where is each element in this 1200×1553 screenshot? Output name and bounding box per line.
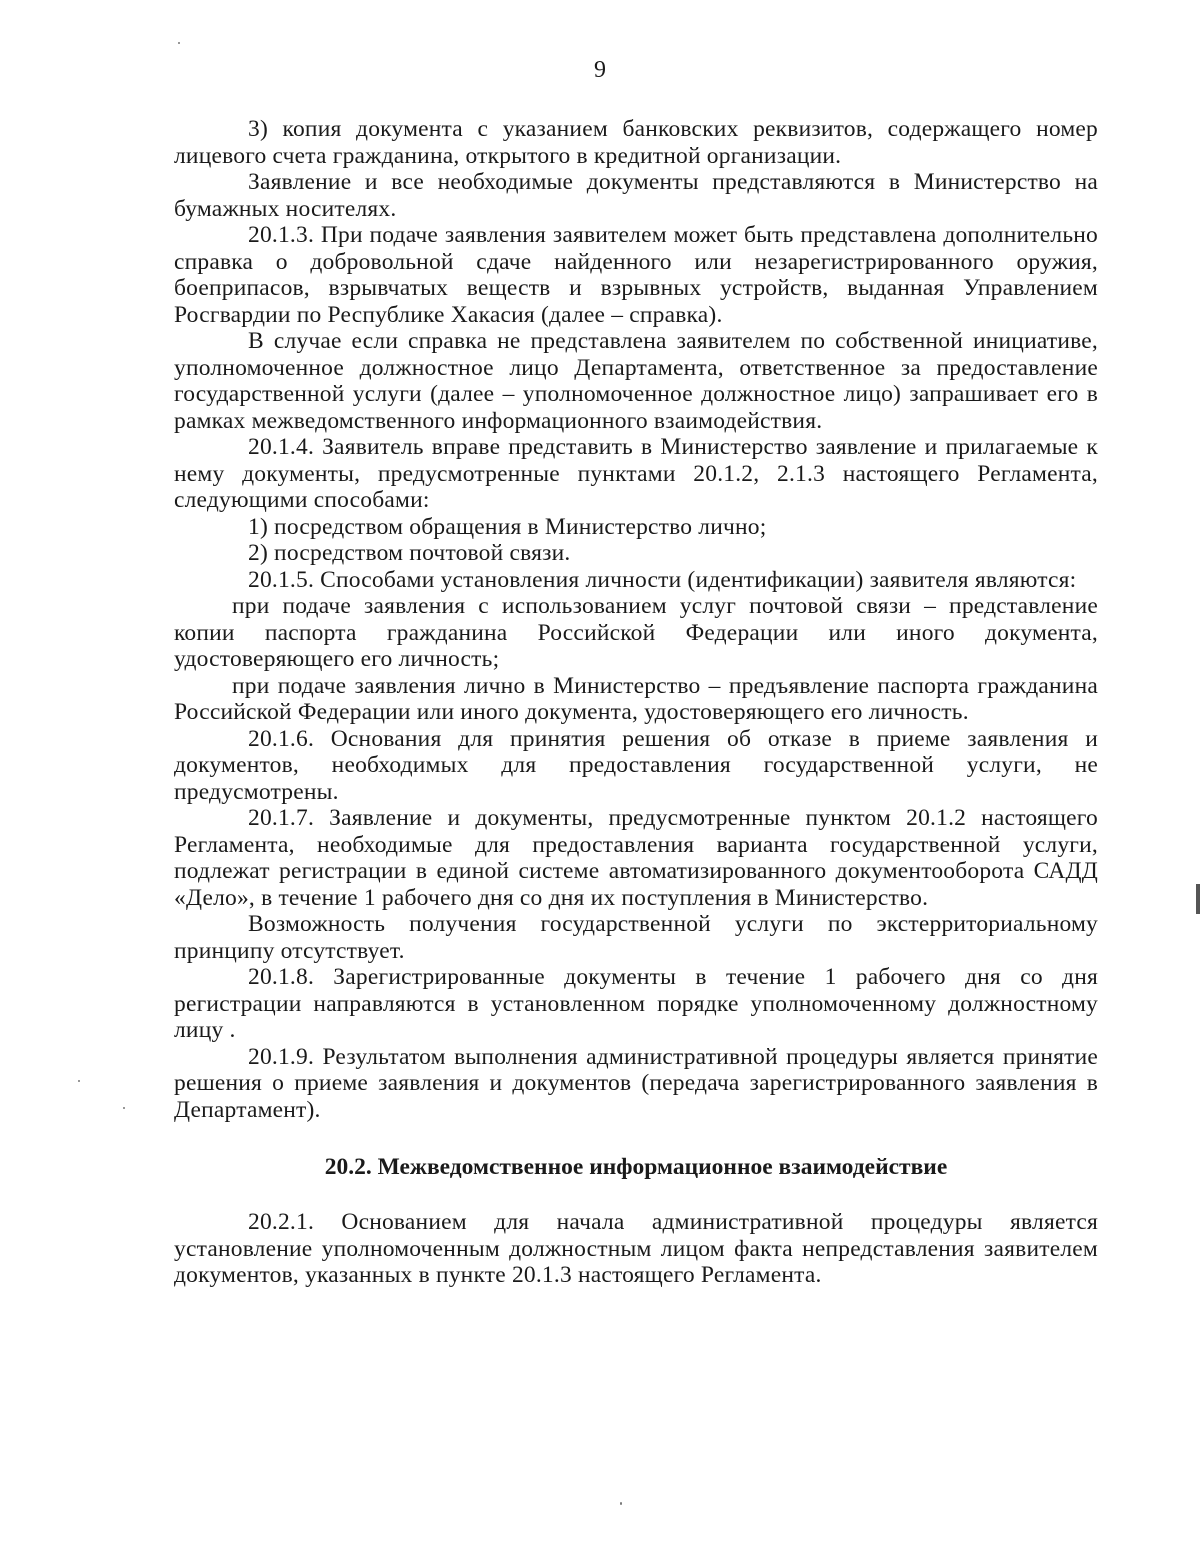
paragraph-method-in-person: 1) посредством обращения в Министерство лично; — [248, 513, 767, 540]
paragraph-20-1-5: 20.1.5. Способами установления личности (идентификации) заявителя являются: — [248, 566, 1077, 593]
paragraph-20-2-1: 20.2.1. Основанием для начала административной процедуры является установление уполномоченным должностным лицом факта непредставления заявителем документов, указанных в пункте 20.1.3 настоящего Регламента. — [174, 1209, 1098, 1288]
paragraph-extraterritorial: Возможность получения государственной услуги по экстерриториальному принципу отсутствует. — [174, 911, 1098, 964]
scan-edge-mark — [1196, 884, 1200, 914]
paragraph-certificate-request: В случае если справка не представлена заявителем по собственной инициативе, уполномоченное должностное лицо Департамента, ответственное за предоставление государственной услуги (далее – уполномоченное должностное лицо) запрашивает его в рамках межведомственного информационного взаимодействия. — [174, 328, 1098, 434]
paragraph-paper-submission: Заявление и все необходимые документы представляются в Министерство на бумажных носителях. — [174, 169, 1098, 222]
paragraph-identification-post: при подаче заявления с использованием услуг почтовой связи – представление копии паспорта гражданина Российской Федерации или иного документа, удостоверяющего его личность; — [174, 593, 1098, 672]
section-heading-20-2: 20.2. Межведомственное информационное взаимодействие — [324, 1154, 948, 1180]
paragraph-20-1-4: 20.1.4. Заявитель вправе представить в Министерство заявление и прилагаемые к нему документы, предусмотренные пунктами 20.1.2, 2.1.3 настоящего Регламента, следующими способами: — [174, 434, 1098, 513]
paragraph-20-1-3: 20.1.3. При подаче заявления заявителем может быть представлена дополнительно справка о добровольной сдаче найденного или незарегистрированного оружия, боеприпасов, взрывчатых веществ и взрывных устройств, выданная Управлением Росгвардии по Республике Хакасия (далее – справка). — [174, 222, 1098, 328]
paragraph-20-1-9: 20.1.9. Результатом выполнения административной процедуры является принятие решения о приеме заявления и документов (передача зарегистрированного заявления в Департамент). — [174, 1043, 1098, 1123]
paragraph-method-post: 2) посредством почтовой связи. — [248, 540, 571, 566]
paragraph-identification-in-person: при подаче заявления лично в Министерство – предъявление паспорта гражданина Российской Федерации или иного документа, удостоверяющего его личность. — [174, 672, 1098, 725]
paragraph-20-1-8: 20.1.8. Зарегистрированные документы в течение 1 рабочего дня со дня регистрации направляются в установленном порядке уполномоченному должностному лицу . — [174, 964, 1098, 1043]
paragraph-20-1-7: 20.1.7. Заявление и документы, предусмотренные пунктом 20.1.2 настоящего Регламента, необходимые для предоставления варианта государственной услуги, подлежат регистрации в единой системе автоматизированного документооборота САДД «Дело», в течение 1 рабочего дня со дня их поступления в Министерство. — [174, 805, 1098, 911]
paragraph-20-1-6: 20.1.6. Основания для принятия решения об отказе в приеме заявления и документов, необходимых для предоставления государственной услуги, не предусмотрены. — [174, 725, 1098, 805]
paragraph-bank-details: 3) копия документа с указанием банковских реквизитов, содержащего номер лицевого счета гражданина, открытого в кредитной организации. — [174, 116, 1098, 169]
document-body — [174, 116, 1098, 1289]
page-number: 9 — [594, 57, 606, 83]
